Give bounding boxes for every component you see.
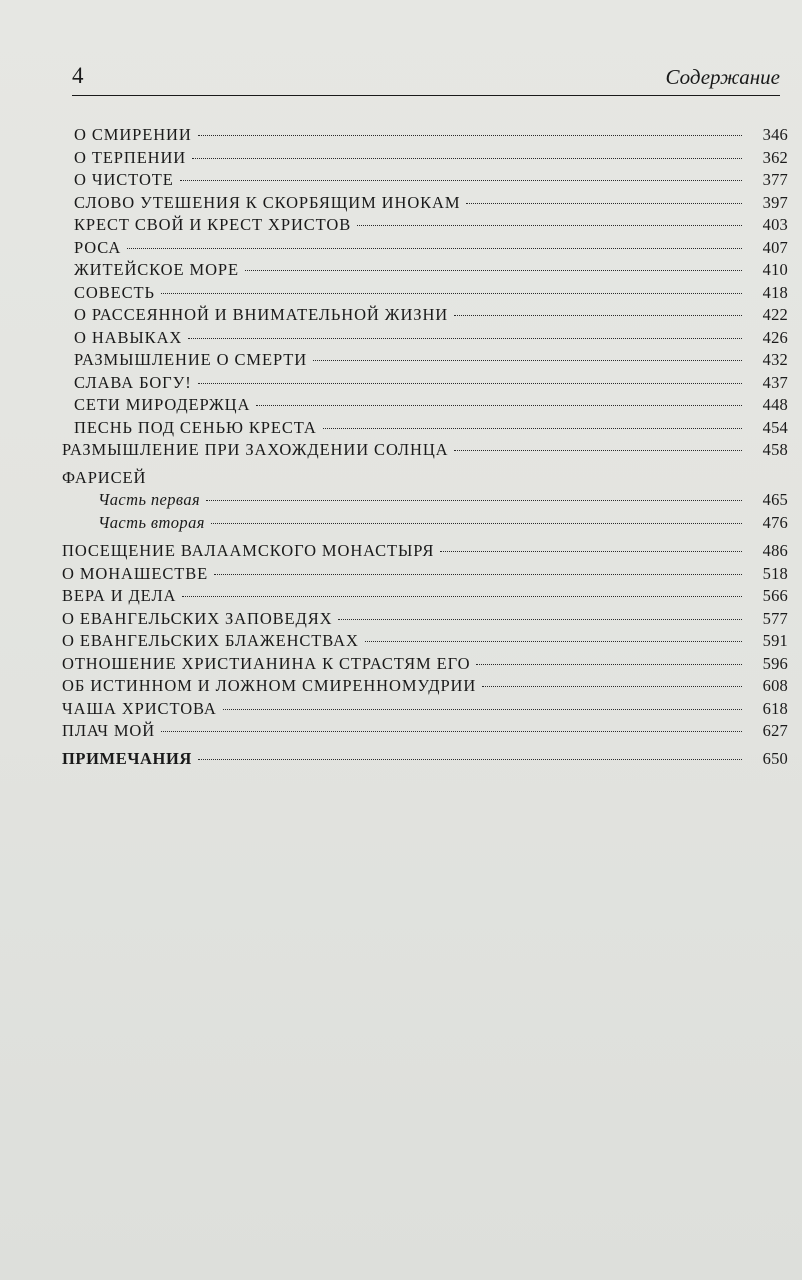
toc-entry-page: 410 bbox=[762, 260, 788, 279]
dot-leader bbox=[127, 248, 742, 249]
toc-entry-title: СЛОВО УТЕШЕНИЯ К СКОРБЯЩИМ ИНОКАМ bbox=[74, 192, 461, 212]
toc-entry-page: 426 bbox=[762, 327, 788, 347]
toc-entry-title: СОВЕСТЬ bbox=[74, 282, 155, 302]
toc-entry-page: 465 bbox=[762, 490, 788, 509]
toc-entry bbox=[62, 720, 788, 743]
toc-entry-page: 397 bbox=[762, 192, 788, 212]
dot-leader bbox=[454, 315, 742, 316]
toc-entry-title: О ТЕРПЕНИИ bbox=[74, 147, 187, 167]
toc-entry bbox=[62, 169, 788, 192]
toc-entry bbox=[62, 653, 788, 676]
dot-leader bbox=[161, 293, 742, 294]
dot-leader bbox=[256, 405, 742, 406]
dot-leader bbox=[161, 731, 742, 732]
toc-entry-title: ПЛАЧ МОЙ bbox=[62, 721, 156, 740]
dot-leader bbox=[313, 360, 742, 361]
toc-entry bbox=[62, 304, 788, 327]
toc-entry bbox=[62, 489, 788, 512]
toc-entry-page: 448 bbox=[762, 395, 788, 414]
toc-entry-page: 627 bbox=[762, 721, 788, 740]
dot-leader bbox=[365, 641, 742, 642]
toc-entry-title: РОСА bbox=[74, 237, 122, 257]
dot-leader bbox=[180, 180, 742, 181]
dot-leader bbox=[198, 383, 742, 384]
toc-entry-page: 346 bbox=[762, 125, 788, 144]
toc-entry-page: 362 bbox=[762, 147, 788, 167]
toc-entry-page: 377 bbox=[762, 170, 788, 189]
toc-entry-title: ЖИТЕЙСКОЕ МОРЕ bbox=[74, 260, 239, 279]
toc-entry-page: 407 bbox=[762, 237, 788, 257]
toc-entry-page: 476 bbox=[762, 512, 788, 532]
toc-entry-page: 650 bbox=[762, 748, 788, 768]
toc-entry bbox=[62, 349, 788, 372]
dot-leader bbox=[357, 225, 742, 226]
toc-entry-page: 486 bbox=[762, 541, 788, 560]
toc-entry-page: 596 bbox=[762, 653, 788, 673]
toc-entry bbox=[62, 512, 788, 535]
toc-entry-title: ВЕРА И ДЕЛА bbox=[62, 586, 177, 605]
toc-entry-title: СЕТИ МИРОДЕРЖЦА bbox=[74, 395, 251, 414]
dot-leader bbox=[338, 619, 742, 620]
dot-leader bbox=[206, 500, 742, 501]
dot-leader bbox=[198, 135, 742, 136]
toc-entry-page: 577 bbox=[762, 608, 788, 628]
toc-entry bbox=[62, 585, 788, 608]
toc-entry-title: Часть вторая bbox=[98, 512, 205, 532]
toc-entry-title: ПЕСНЬ ПОД СЕНЬЮ КРЕСТА bbox=[74, 417, 317, 437]
toc-entry bbox=[62, 467, 788, 490]
toc-entry-page: 618 bbox=[762, 698, 788, 718]
dot-leader bbox=[323, 428, 742, 429]
toc-entry-title: ФАРИСЕЙ bbox=[62, 467, 147, 487]
dot-leader bbox=[198, 759, 742, 760]
dot-leader bbox=[182, 596, 742, 597]
dot-leader bbox=[211, 523, 742, 524]
dot-leader bbox=[245, 270, 742, 271]
toc-entry bbox=[62, 282, 788, 305]
toc-entry-title: РАЗМЫШЛЕНИЕ ПРИ ЗАХОЖДЕНИИ СОЛНЦА bbox=[62, 440, 449, 459]
dot-leader bbox=[454, 450, 742, 451]
toc-entry-page: 608 bbox=[762, 676, 788, 695]
toc-entry-page: 422 bbox=[762, 305, 788, 324]
dot-leader bbox=[482, 686, 742, 687]
section-title: Содержание bbox=[665, 65, 780, 89]
dot-leader bbox=[466, 203, 742, 204]
toc-entry-title: О СМИРЕНИИ bbox=[74, 125, 192, 144]
dot-leader bbox=[214, 574, 742, 575]
toc-entry bbox=[62, 327, 788, 350]
toc-entry-title: ПОСЕЩЕНИЕ ВАЛААМСКОГО МОНАСТЫРЯ bbox=[62, 541, 435, 560]
dot-leader bbox=[192, 158, 742, 159]
toc-entry-title: О НАВЫКАХ bbox=[74, 327, 183, 347]
toc-entry-title: О ЧИСТОТЕ bbox=[74, 170, 174, 189]
toc-entry bbox=[62, 124, 788, 147]
toc-entry-page: 437 bbox=[762, 372, 788, 392]
toc-entry-page: 458 bbox=[762, 440, 788, 459]
toc-entry-title: О ЕВАНГЕЛЬСКИХ ЗАПОВЕДЯХ bbox=[62, 608, 333, 628]
dot-leader bbox=[476, 664, 742, 665]
toc-entry-title: О РАССЕЯННОЙ И ВНИМАТЕЛЬНОЙ ЖИЗНИ bbox=[74, 305, 449, 324]
toc-entry bbox=[62, 259, 788, 282]
toc-entry bbox=[62, 237, 788, 260]
toc-entry-title: О ЕВАНГЕЛЬСКИХ БЛАЖЕНСТВАХ bbox=[62, 631, 359, 650]
toc-entry bbox=[62, 698, 788, 721]
toc-entry-page: 432 bbox=[762, 350, 788, 369]
toc-entry bbox=[62, 192, 788, 215]
running-head bbox=[72, 62, 780, 94]
toc-entry-title: Часть первая bbox=[98, 490, 201, 509]
toc-entry bbox=[62, 630, 788, 653]
toc-entry-title: ЧАША ХРИСТОВА bbox=[62, 698, 217, 718]
toc-entry bbox=[62, 417, 788, 440]
dot-leader bbox=[188, 338, 742, 339]
toc-entry-page: 518 bbox=[762, 563, 788, 583]
toc-entry bbox=[62, 439, 788, 462]
page-number: 4 bbox=[72, 63, 84, 88]
toc-entry bbox=[62, 608, 788, 631]
toc-entry bbox=[62, 540, 788, 563]
toc-entry-title: РАЗМЫШЛЕНИЕ О СМЕРТИ bbox=[74, 350, 308, 369]
toc-entry-title: ОБ ИСТИННОМ И ЛОЖНОМ СМИРЕННОМУДРИИ bbox=[62, 676, 477, 695]
toc-entry bbox=[62, 563, 788, 586]
dot-leader bbox=[223, 709, 742, 710]
table-of-contents bbox=[62, 124, 788, 770]
toc-entry-title: О МОНАШЕСТВЕ bbox=[62, 563, 209, 583]
toc-entry bbox=[62, 214, 788, 237]
toc-entry-title: КРЕСТ СВОЙ И КРЕСТ ХРИСТОВ bbox=[74, 215, 352, 234]
toc-entry-title: ПРИМЕЧАНИЯ bbox=[62, 748, 192, 768]
toc-entry bbox=[62, 675, 788, 698]
toc-entry-title: СЛАВА БОГУ! bbox=[74, 372, 192, 392]
header-rule bbox=[72, 95, 780, 96]
toc-entry-page: 454 bbox=[762, 417, 788, 437]
toc-entry bbox=[62, 147, 788, 170]
toc-entry-page: 566 bbox=[762, 586, 788, 605]
toc-entry-page: 403 bbox=[762, 215, 788, 234]
dot-leader bbox=[440, 551, 742, 552]
toc-entry bbox=[62, 394, 788, 417]
toc-entry bbox=[62, 748, 788, 771]
toc-entry-page: 418 bbox=[762, 282, 788, 302]
toc-entry-page: 591 bbox=[762, 631, 788, 650]
toc-entry bbox=[62, 372, 788, 395]
toc-entry-title: ОТНОШЕНИЕ ХРИСТИАНИНА К СТРАСТЯМ ЕГО bbox=[62, 653, 471, 673]
